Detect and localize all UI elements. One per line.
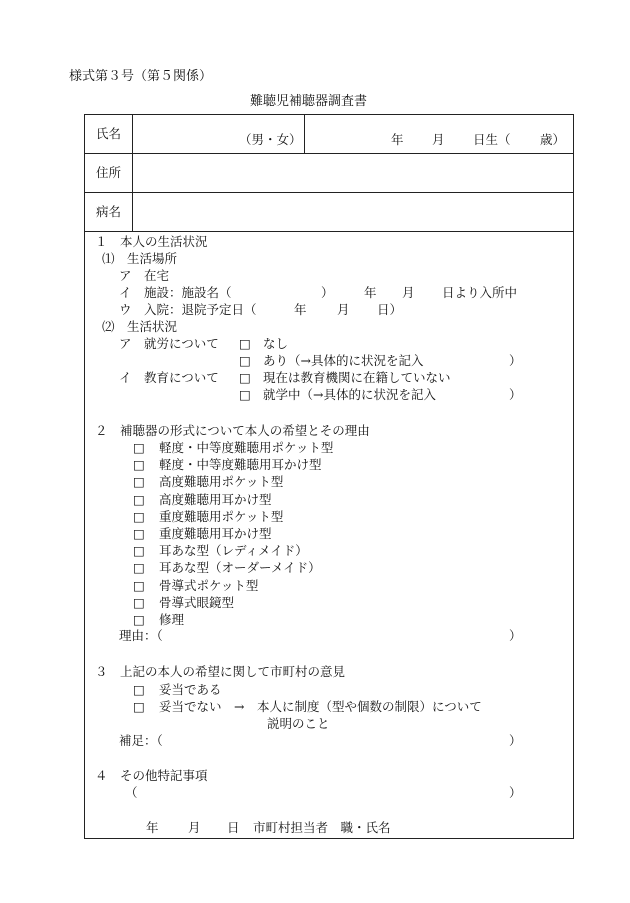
birth-day-label: 日生（ [473,132,511,147]
edu-enrolled-option: 就学中（→具体的に状況を記入 [263,387,436,402]
name-column-divider [304,115,305,153]
hearing-aid-option-label: 軽度・中等度難聴用耳かけ型 [159,457,322,473]
checkbox[interactable]: □ [133,560,145,576]
checkbox[interactable]: □ [133,457,145,473]
birth-year-label: 年 [391,132,404,147]
work-label: ア 就労について [119,336,219,351]
hearing-aid-option-label: 高度難聴用耳かけ型 [159,491,272,507]
hearing-aid-option-label: 重度難聴用耳かけ型 [159,526,272,541]
checkbox[interactable]: □ [133,682,145,697]
hearing-aid-option-label: 重度難聴用ポケット型 [159,508,284,524]
hearing-aid-option-label: 軽度・中等度難聴用ポケット型 [159,440,334,455]
reason-close-paren: ） [509,628,522,643]
work-none-option: なし [263,336,289,351]
hospital-option: ウ 入院：退院予定日（ [119,302,257,317]
section-4-heading: ４ その他特記事項 [95,768,208,783]
edu-not-enrolled-option: 現在は教育機関に在籍していない [263,370,451,385]
checkbox[interactable]: □ [133,699,145,714]
section-2-heading: ２ 補聴器の形式について本人の希望とその理由 [95,423,370,438]
at-home-option: ア 在宅 [119,268,170,283]
checkbox[interactable]: □ [133,440,145,455]
hearing-aid-option-label: 骨導式ポケット型 [159,577,259,593]
edu-close-paren: ） [509,387,522,402]
notes-close-paren: ） [509,785,522,800]
address-label: 住所 [96,165,122,180]
checkbox[interactable]: □ [239,370,251,385]
form-number: 様式第３号（第５関係） [69,69,213,84]
row-divider [85,192,573,193]
page-title: 難聴児補聴器調査書 [250,94,368,109]
education-label: イ 教育について [119,370,219,385]
survey-form [84,114,574,839]
checkbox[interactable]: □ [133,577,145,593]
sex-field[interactable]: （男・女） [239,132,302,147]
checkbox[interactable]: □ [133,491,145,507]
row-divider [85,231,573,232]
checkbox[interactable]: □ [133,508,145,524]
facility-day-label: 日より入所中 [442,285,518,300]
footer-day-label: 日 [227,820,240,835]
checkbox[interactable]: □ [133,612,145,627]
footer-month-label: 月 [188,820,201,835]
checkbox[interactable]: □ [133,543,145,559]
checkbox[interactable]: □ [239,353,251,368]
living-status-heading: ⑵ 生活状況 [102,319,178,334]
facility-option: イ 施設：施設名（ [119,285,232,300]
work-close-paren: ） [509,353,522,368]
checkbox[interactable]: □ [133,526,145,541]
disease-label: 病名 [96,204,122,219]
checkbox[interactable]: □ [239,387,251,402]
staff-signature-label: 市町村担当者 職・氏名 [253,820,391,835]
label-column-divider [132,115,133,231]
age-label: 歳） [540,132,566,147]
name-label: 氏名 [96,126,122,141]
work-yes-option: あり（→具体的に状況を記入 [263,353,424,368]
discharge-day-label: 日） [377,302,403,317]
facility-close-paren: ） [321,285,334,300]
hearing-aid-option-label: 耳あな型（レディメイド） [159,543,308,559]
birth-month-label: 月 [432,132,445,147]
checkbox[interactable]: □ [133,594,145,610]
hearing-aid-option-label: 高度難聴用ポケット型 [159,474,284,490]
living-place-heading: ⑴ 生活場所 [102,251,178,266]
section-3-heading: ３ 上記の本人の希望に関して市町村の意見 [95,664,346,679]
checkbox[interactable]: □ [133,474,145,490]
hearing-aid-option-label: 修理 [159,612,185,627]
row-divider [85,153,573,154]
supplement-label: 補足：（ [119,733,163,748]
explanation-note: 説明のこと [267,716,330,731]
footer-year-label: 年 [146,820,159,835]
discharge-year-label: 年 [294,302,307,317]
notes-open-paren: （ [125,785,138,800]
discharge-month-label: 月 [337,302,350,317]
facility-month-label: 月 [402,285,415,300]
hearing-aid-option-label: 骨導式眼鏡型 [159,594,235,610]
facility-year-label: 年 [364,285,377,300]
appropriate-option: 妥当である [159,682,222,697]
not-appropriate-option: 妥当でない → 本人に制度（型や個数の制限）について [159,699,482,714]
reason-label: 理由：（ [119,628,163,643]
section-1-heading: １ 本人の生活状況 [95,234,208,249]
supplement-close-paren: ） [509,733,522,748]
checkbox[interactable]: □ [239,336,251,351]
hearing-aid-option-label: 耳あな型（オーダーメイド） [159,560,321,576]
